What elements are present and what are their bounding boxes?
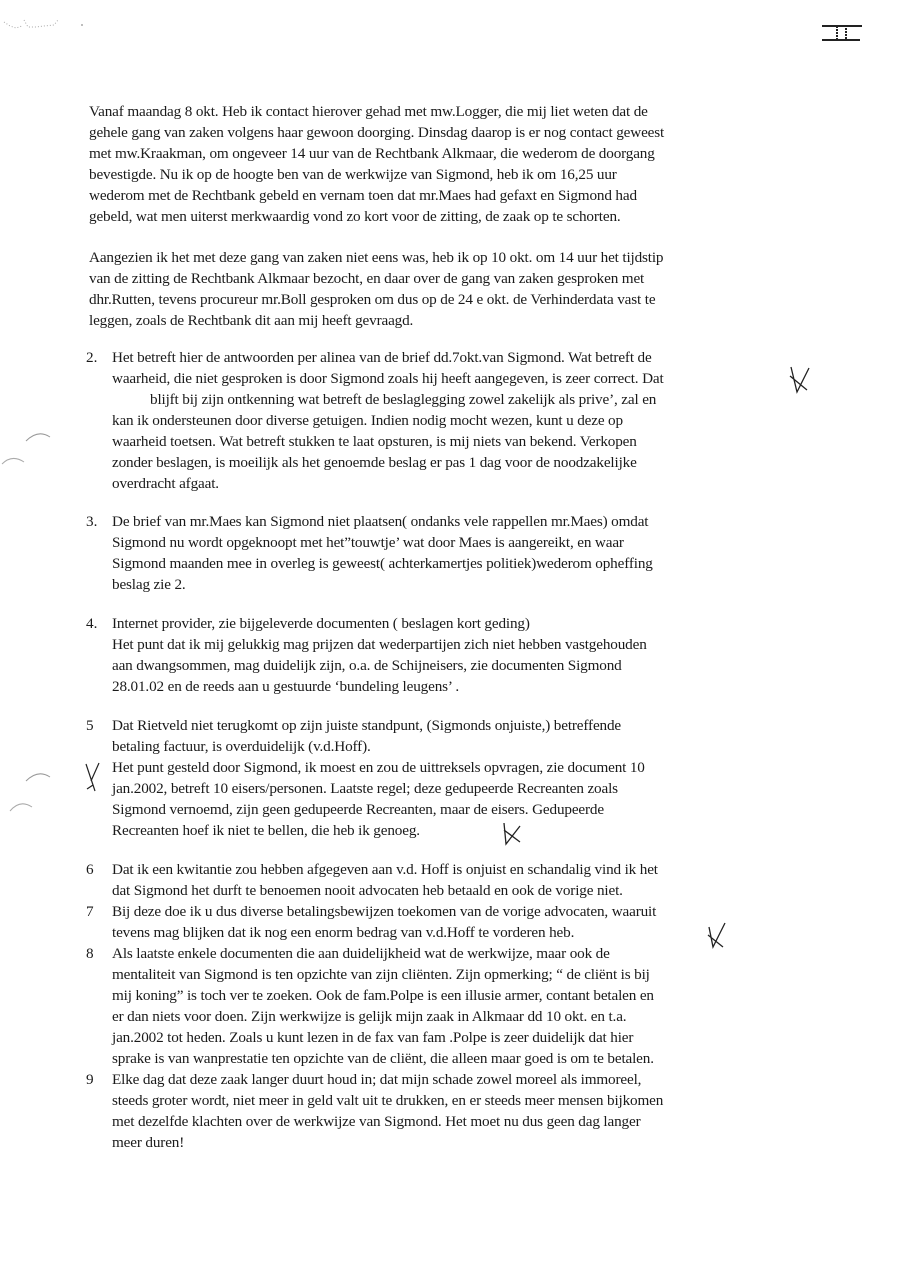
handwritten-check-mark-icon (787, 364, 813, 394)
text-line: met dezelfde klachten over de werkwijze van Sigmond. Het moet nu dus geen dag langer (112, 1113, 641, 1130)
scan-arc-mark (20, 765, 60, 785)
text-line: van de zitting de Rechtbank Alkmaar bezocht, en daar over de gang van zaken gesproken met (89, 270, 645, 287)
scan-arc-mark (6, 795, 46, 815)
text-line: jan.2002, betreft 10 eisers/personen. Laatste regel; deze gedupeerde Recreanten zoals (112, 780, 618, 797)
handwritten-check-mark-icon (705, 921, 729, 951)
text-line: Recreanten hoef ik niet te bellen, die heb ik genoeg. (112, 822, 420, 839)
text-line: Dat ik een kwitantie zou hebben afgegeven aan v.d. Hoff is onjuist en schandalig vind ik het (112, 861, 658, 878)
text-line: Dat Rietveld niet terugkomt op zijn juiste standpunt, (Sigmonds onjuiste,) betreffende (112, 717, 622, 734)
text-line: meer duren! (112, 1134, 185, 1151)
text-line: steeds groter wordt, niet meer in geld valt uit te drukken, en er steeds meer mensen bijkomen (112, 1092, 664, 1109)
text-line: Sigmond maanden mee in overleg is geweest( achterkamertjes politiek)wederom opheffing (112, 555, 653, 572)
text-line: Elke dag dat deze zaak langer duurt houd in; dat mijn schade zowel moreel als immoreel, (112, 1071, 642, 1088)
text-line: Het punt gesteld door Sigmond, ik moest en zou de uittreksels opvragen, zie document 10 (112, 759, 645, 776)
text-line: Het betreft hier de antwoorden per alinea van de brief dd.7okt.van Sigmond. Wat betreft de (112, 349, 652, 366)
text-line: Sigmond nu wordt opgeknoopt met het”touwtje’ wat door Maes is aangereikt, en waar (112, 534, 624, 551)
item-number: 7 (86, 903, 94, 920)
text-line: kan ik ondersteunen door diverse getuigen. Indien nodig mocht wezen, kunt u deze op (112, 412, 623, 429)
text-line: dat Sigmond het durft te benoemen nooit advocaten heb betaald en ook de vorige niet. (112, 882, 623, 899)
text-line: wederom met de Rechtbank gebeld en vernam toen dat mr.Maes had gefaxt en Sigmond had (89, 187, 637, 204)
text-line: jan.2002 tot heden. Zoals u kunt lezen in de fax van fam .Polpe is zeer duidelijk dat hier (112, 1029, 634, 1046)
text-line: met mw.Kraakman, om ongeveer 14 uur van de Rechtbank Alkmaar, die wederom de doorgang (89, 145, 655, 162)
item-number: 5 (86, 717, 94, 734)
item-number: 4. (86, 615, 98, 632)
text-line: Het punt dat ik mij gelukkig mag prijzen dat wederpartijen zich niet hebben vastgehouden (112, 636, 647, 653)
text-line: aan dwangsommen, mag duidelijk zijn, o.a. de Schijneisers, zie documenten Sigmond (112, 657, 622, 674)
text-line: waarheid, die niet gesproken is door Sigmond zoals hij heeft aangegeven, is zeer correct. Dat (112, 370, 664, 387)
item-number: 6 (86, 861, 94, 878)
text-line: bevestigde. Nu ik op de hoogte ben van de werkwijze van Sigmond, heb ik om 16,25 uur (89, 166, 617, 183)
text-line: dhr.Rutten, tevens procureur mr.Boll gesproken om dus op de 24 e okt. de Verhinderdata vast te (89, 291, 656, 308)
text-line: beslag zie 2. (112, 576, 186, 593)
text-line: mentaliteit van Sigmond is ten opzichte van zijn cliënten. Zijn opmerking; “ de cliënt is bij (112, 966, 650, 983)
scan-arc-mark (0, 450, 40, 470)
text-line: gebeld, wat men uiterst merkwaardig vond zo kort voor de zitting, de zaak op te schorten. (89, 208, 621, 225)
page-number-marker (820, 22, 870, 46)
text-line: gehele gang van zaken volgens haar gewoon doorging. Dinsdag daarop is er nog contact geweest (89, 124, 665, 141)
text-line: De brief van mr.Maes kan Sigmond niet plaatsen( ondanks vele rappellen mr.Maes) omdat (112, 513, 649, 530)
text-line: sprake is van wanprestatie ten opzichte van de cliënt, die alleen maar goed is om te betalen. (112, 1050, 654, 1067)
text-line: er dan niets voor doen. Zijn werkwijze is gelijk mijn zaak in Alkmaar dd 10 okt. en t.a. (112, 1008, 627, 1025)
text-line: Aangezien ik het met deze gang van zaken niet eens was, heb ik op 10 okt. om 14 uur het tijdstip (89, 249, 664, 266)
text-line: 28.01.02 en de reeds aan u gestuurde ‘bundeling leugens’ . (112, 678, 459, 695)
handwritten-check-mark-icon (83, 761, 105, 795)
text-line: Als laatste enkele documenten die aan duidelijkheid wat de werkwijze, maar ook de (112, 945, 610, 962)
scan-arc-mark (20, 425, 60, 445)
text-line: Vanaf maandag 8 okt. Heb ik contact hierover gehad met mw.Logger, die mij liet weten dat de (89, 103, 648, 120)
handwritten-check-mark-icon (500, 820, 524, 846)
text-line: betaling factuur, is overduidelijk (v.d.Hoff). (112, 738, 371, 755)
text-line: overdracht afgaat. (112, 475, 219, 492)
text-line: waarheid toetsen. Wat betreft stukken te laat opsturen, is mij niets van bekend. Verkopen (112, 433, 637, 450)
text-line: zonder beslagen, is moeilijk als het genoemde beslag er pas 1 dag voor de noodzakelijke (112, 454, 637, 471)
text-line: Internet provider, zie bijgeleverde documenten ( beslagen kort geding) (112, 615, 530, 632)
text-line: mij koning” is toch ver te zoeken. Ook de fam.Polpe is een illusie armer, contant betalen en (112, 987, 654, 1004)
text-line: leggen, zoals de Rechtbank dit aan mij heeft gevraagd. (89, 312, 414, 329)
text-line: Sigmond vernoemd, zijn geen gedupeerde Recreanten, maar de eisers. Gedupeerde (112, 801, 604, 818)
scan-smudge-top-left (0, 0, 120, 40)
item-number: 3. (86, 513, 98, 530)
item-number: 8 (86, 945, 94, 962)
text-line: Bij deze doe ik u dus diverse betalingsbewijzen toekomen van de vorige advocaten, waaruit (112, 903, 657, 920)
item-number: 9 (86, 1071, 94, 1088)
text-line: blijft bij zijn ontkenning wat betreft de beslaglegging zowel zakelijk als prive’, zal en (150, 391, 657, 408)
item-number: 2. (86, 349, 98, 366)
text-line: tevens mag blijken dat ik nog een enorm bedrag van v.d.Hoff te vorderen heb. (112, 924, 575, 941)
